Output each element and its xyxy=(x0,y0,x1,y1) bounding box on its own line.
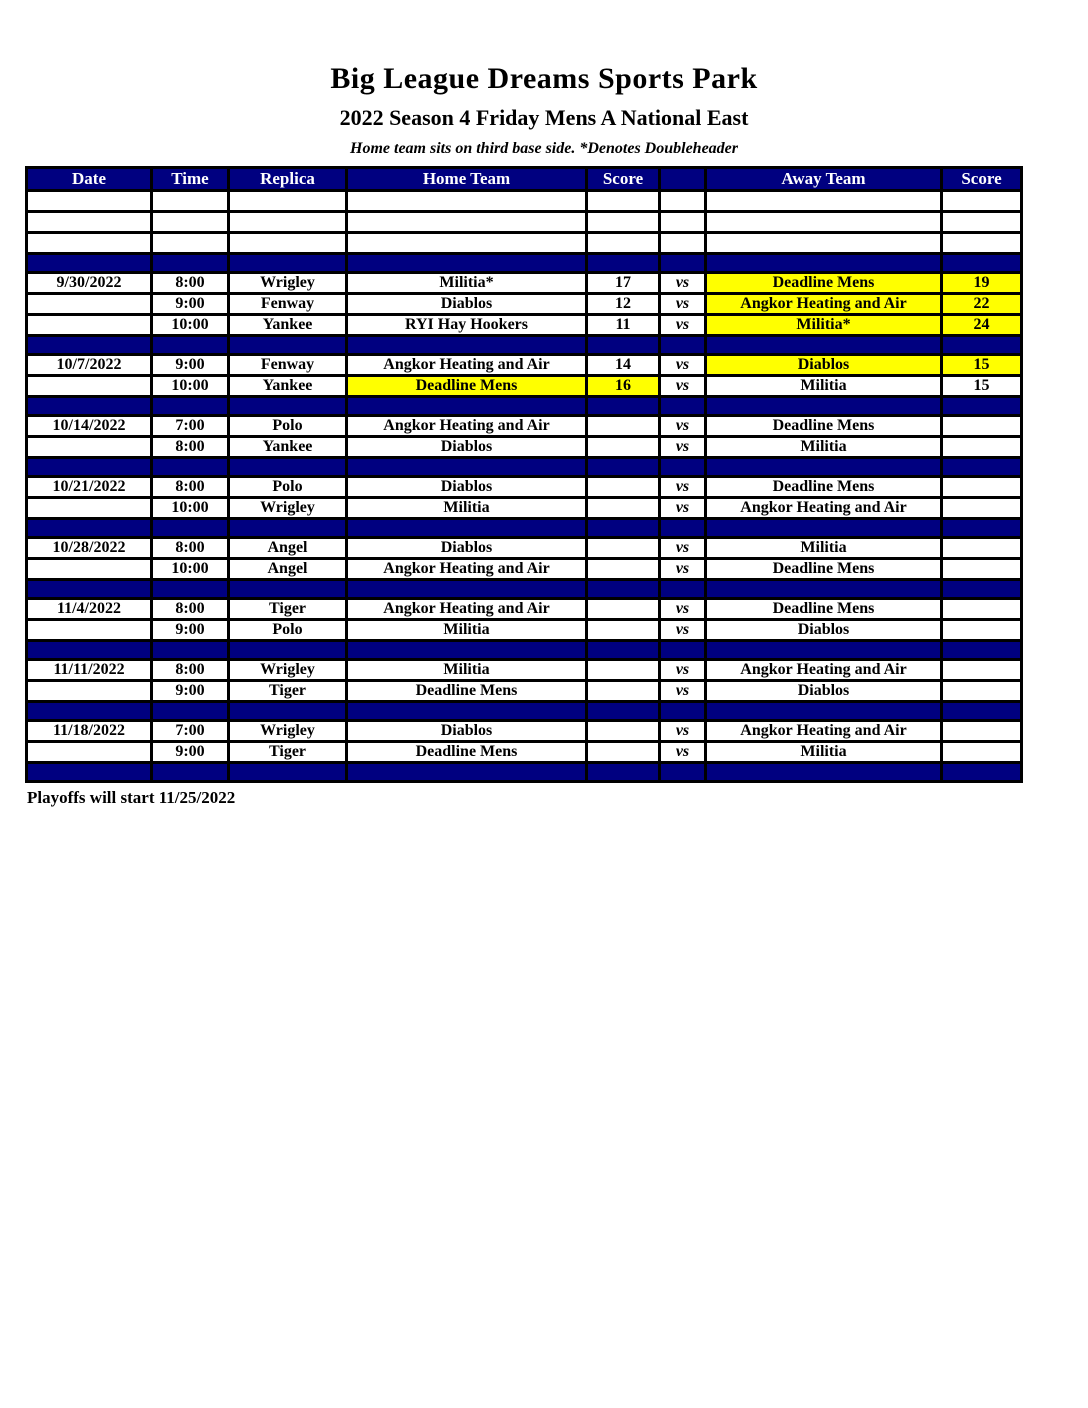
vs-cell: vs xyxy=(660,681,706,702)
vs-cell xyxy=(660,254,706,273)
home-team-cell: Militia xyxy=(347,660,587,681)
home-team-cell xyxy=(347,580,587,599)
vs-cell xyxy=(660,336,706,355)
away-team-cell xyxy=(706,580,942,599)
away-score-cell xyxy=(942,212,1022,233)
separator-row xyxy=(27,519,1022,538)
home-score-cell xyxy=(587,498,660,519)
home-team-cell xyxy=(347,641,587,660)
time-cell xyxy=(152,641,229,660)
home-score-cell xyxy=(587,254,660,273)
home-score-cell xyxy=(587,519,660,538)
home-team-cell xyxy=(347,191,587,212)
vs-cell: vs xyxy=(660,538,706,559)
vs-cell: vs xyxy=(660,498,706,519)
home-score-cell xyxy=(587,191,660,212)
page-note: Home team sits on third base side. *Denotes Doubleheader xyxy=(350,140,738,157)
home-team-cell xyxy=(347,763,587,782)
header-cell: Time xyxy=(152,168,229,191)
replica-cell: Angel xyxy=(229,559,347,580)
game-row xyxy=(27,498,1022,519)
home-score-cell: 11 xyxy=(587,315,660,336)
home-score-cell xyxy=(587,559,660,580)
date-cell: 10/7/2022 xyxy=(27,355,152,376)
away-team-cell xyxy=(706,191,942,212)
home-score-cell xyxy=(587,212,660,233)
away-score-cell: 15 xyxy=(942,376,1022,397)
replica-cell: Yankee xyxy=(229,315,347,336)
away-team-cell: Deadline Mens xyxy=(706,559,942,580)
game-row xyxy=(27,681,1022,702)
replica-cell: Fenway xyxy=(229,294,347,315)
replica-cell xyxy=(229,336,347,355)
separator-row xyxy=(27,397,1022,416)
replica-cell xyxy=(229,702,347,721)
home-score-cell xyxy=(587,437,660,458)
home-score-cell xyxy=(587,458,660,477)
date-cell xyxy=(27,212,152,233)
home-team-cell: Angkor Heating and Air xyxy=(347,599,587,620)
replica-cell: Angel xyxy=(229,538,347,559)
home-team-cell xyxy=(347,254,587,273)
schedule-table xyxy=(25,166,1023,783)
home-score-cell xyxy=(587,660,660,681)
replica-cell: Fenway xyxy=(229,355,347,376)
date-cell: 9/30/2022 xyxy=(27,273,152,294)
date-cell xyxy=(27,376,152,397)
away-team-cell: Angkor Heating and Air xyxy=(706,660,942,681)
away-score-cell: 22 xyxy=(942,294,1022,315)
home-team-cell xyxy=(347,702,587,721)
game-row xyxy=(27,273,1022,294)
game-row xyxy=(27,315,1022,336)
replica-cell: Wrigley xyxy=(229,660,347,681)
away-score-cell xyxy=(942,191,1022,212)
separator-row xyxy=(27,458,1022,477)
date-cell: 11/18/2022 xyxy=(27,721,152,742)
header-cell xyxy=(660,168,706,191)
replica-cell: Yankee xyxy=(229,437,347,458)
home-score-cell: 16 xyxy=(587,376,660,397)
header-cell: Date xyxy=(27,168,152,191)
separator-row xyxy=(27,580,1022,599)
home-team-cell: Deadline Mens xyxy=(347,681,587,702)
home-team-cell: Angkor Heating and Air xyxy=(347,559,587,580)
home-team-cell: Angkor Heating and Air xyxy=(347,355,587,376)
vs-cell: vs xyxy=(660,477,706,498)
replica-cell: Tiger xyxy=(229,681,347,702)
date-cell xyxy=(27,702,152,721)
away-team-cell: Militia xyxy=(706,376,942,397)
away-team-cell: Militia xyxy=(706,742,942,763)
away-score-cell xyxy=(942,681,1022,702)
replica-cell: Wrigley xyxy=(229,273,347,294)
away-team-cell: Militia xyxy=(706,437,942,458)
replica-cell xyxy=(229,641,347,660)
home-score-cell: 14 xyxy=(587,355,660,376)
date-cell: 11/4/2022 xyxy=(27,599,152,620)
replica-cell: Polo xyxy=(229,620,347,641)
home-score-cell xyxy=(587,742,660,763)
date-cell xyxy=(27,437,152,458)
game-row xyxy=(27,660,1022,681)
page-subtitle: 2022 Season 4 Friday Mens A National East xyxy=(339,105,749,130)
date-cell xyxy=(27,559,152,580)
away-team-cell: Militia* xyxy=(706,315,942,336)
away-team-cell: Diablos xyxy=(706,355,942,376)
away-score-cell xyxy=(942,437,1022,458)
vs-cell xyxy=(660,212,706,233)
home-score-cell xyxy=(587,397,660,416)
away-score-cell xyxy=(942,559,1022,580)
vs-cell: vs xyxy=(660,355,706,376)
date-cell: 10/21/2022 xyxy=(27,477,152,498)
away-team-cell xyxy=(706,458,942,477)
game-row xyxy=(27,294,1022,315)
away-score-cell xyxy=(942,458,1022,477)
home-team-cell: Angkor Heating and Air xyxy=(347,416,587,437)
away-team-cell: Diablos xyxy=(706,620,942,641)
game-row xyxy=(27,538,1022,559)
home-score-cell xyxy=(587,599,660,620)
replica-cell: Wrigley xyxy=(229,498,347,519)
game-row xyxy=(27,437,1022,458)
replica-cell xyxy=(229,580,347,599)
home-score-cell xyxy=(587,580,660,599)
vs-cell xyxy=(660,641,706,660)
home-team-cell xyxy=(347,519,587,538)
vs-cell xyxy=(660,458,706,477)
away-team-cell xyxy=(706,254,942,273)
game-row xyxy=(27,559,1022,580)
away-score-cell xyxy=(942,397,1022,416)
home-team-cell: RYI Hay Hookers xyxy=(347,315,587,336)
separator-row xyxy=(27,336,1022,355)
vs-cell xyxy=(660,519,706,538)
date-cell xyxy=(27,294,152,315)
vs-cell xyxy=(660,397,706,416)
away-team-cell: Deadline Mens xyxy=(706,599,942,620)
away-score-cell xyxy=(942,336,1022,355)
date-cell xyxy=(27,580,152,599)
time-cell: 9:00 xyxy=(152,742,229,763)
vs-cell: vs xyxy=(660,721,706,742)
time-cell: 8:00 xyxy=(152,599,229,620)
away-team-cell: Angkor Heating and Air xyxy=(706,498,942,519)
away-team-cell: Angkor Heating and Air xyxy=(706,721,942,742)
time-cell xyxy=(152,397,229,416)
game-row xyxy=(27,620,1022,641)
vs-cell: vs xyxy=(660,376,706,397)
away-score-cell: 24 xyxy=(942,315,1022,336)
vs-cell xyxy=(660,580,706,599)
time-cell xyxy=(152,233,229,254)
replica-cell xyxy=(229,458,347,477)
vs-cell: vs xyxy=(660,620,706,641)
header-cell: Score xyxy=(942,168,1022,191)
date-cell xyxy=(27,681,152,702)
home-team-cell xyxy=(347,458,587,477)
game-row xyxy=(27,721,1022,742)
date-cell xyxy=(27,397,152,416)
away-score-cell xyxy=(942,620,1022,641)
home-score-cell: 17 xyxy=(587,273,660,294)
home-score-cell xyxy=(587,336,660,355)
home-team-cell xyxy=(347,212,587,233)
empty-row xyxy=(27,191,1022,212)
home-team-cell: Deadline Mens xyxy=(347,742,587,763)
home-team-cell: Diablos xyxy=(347,477,587,498)
vs-cell: vs xyxy=(660,660,706,681)
replica-cell xyxy=(229,212,347,233)
time-cell xyxy=(152,702,229,721)
date-cell xyxy=(27,191,152,212)
replica-cell: Polo xyxy=(229,416,347,437)
away-score-cell xyxy=(942,660,1022,681)
away-score-cell xyxy=(942,763,1022,782)
home-team-cell: Diablos xyxy=(347,538,587,559)
home-team-cell: Militia xyxy=(347,620,587,641)
away-score-cell xyxy=(942,498,1022,519)
replica-cell xyxy=(229,254,347,273)
home-score-cell xyxy=(587,477,660,498)
away-score-cell xyxy=(942,233,1022,254)
replica-cell: Tiger xyxy=(229,599,347,620)
time-cell: 9:00 xyxy=(152,355,229,376)
separator-row xyxy=(27,254,1022,273)
time-cell: 10:00 xyxy=(152,315,229,336)
header-cell: Away Team xyxy=(706,168,942,191)
away-team-cell xyxy=(706,763,942,782)
home-score-cell xyxy=(587,641,660,660)
home-score-cell xyxy=(587,416,660,437)
vs-cell xyxy=(660,763,706,782)
time-cell xyxy=(152,212,229,233)
empty-row xyxy=(27,233,1022,254)
replica-cell xyxy=(229,519,347,538)
game-row xyxy=(27,416,1022,437)
date-cell: 11/11/2022 xyxy=(27,660,152,681)
vs-cell: vs xyxy=(660,599,706,620)
date-cell xyxy=(27,519,152,538)
date-cell xyxy=(27,763,152,782)
date-cell xyxy=(27,458,152,477)
vs-cell: vs xyxy=(660,437,706,458)
away-team-cell: Diablos xyxy=(706,681,942,702)
away-score-cell: 15 xyxy=(942,355,1022,376)
away-score-cell xyxy=(942,702,1022,721)
away-team-cell xyxy=(706,212,942,233)
date-cell xyxy=(27,742,152,763)
time-cell: 7:00 xyxy=(152,721,229,742)
time-cell xyxy=(152,580,229,599)
away-score-cell: 19 xyxy=(942,273,1022,294)
time-cell: 9:00 xyxy=(152,620,229,641)
away-team-cell xyxy=(706,702,942,721)
game-row xyxy=(27,477,1022,498)
vs-cell: vs xyxy=(660,742,706,763)
time-cell: 8:00 xyxy=(152,660,229,681)
separator-row xyxy=(27,641,1022,660)
replica-cell: Wrigley xyxy=(229,721,347,742)
time-cell: 8:00 xyxy=(152,477,229,498)
away-team-cell: Angkor Heating and Air xyxy=(706,294,942,315)
time-cell xyxy=(152,763,229,782)
time-cell xyxy=(152,191,229,212)
header-cell: Home Team xyxy=(347,168,587,191)
date-cell xyxy=(27,620,152,641)
away-team-cell: Deadline Mens xyxy=(706,416,942,437)
home-team-cell: Deadline Mens xyxy=(347,376,587,397)
vs-cell: vs xyxy=(660,559,706,580)
separator-row xyxy=(27,702,1022,721)
home-score-cell xyxy=(587,721,660,742)
time-cell xyxy=(152,458,229,477)
home-score-cell xyxy=(587,681,660,702)
home-team-cell: Militia* xyxy=(347,273,587,294)
away-score-cell xyxy=(942,599,1022,620)
replica-cell xyxy=(229,397,347,416)
replica-cell xyxy=(229,763,347,782)
home-team-cell xyxy=(347,397,587,416)
home-score-cell xyxy=(587,702,660,721)
time-cell: 10:00 xyxy=(152,498,229,519)
game-row xyxy=(27,599,1022,620)
date-cell xyxy=(27,336,152,355)
home-score-cell xyxy=(587,233,660,254)
replica-cell xyxy=(229,191,347,212)
away-score-cell xyxy=(942,641,1022,660)
away-score-cell xyxy=(942,477,1022,498)
away-score-cell xyxy=(942,580,1022,599)
time-cell: 7:00 xyxy=(152,416,229,437)
header-cell: Replica xyxy=(229,168,347,191)
vs-cell xyxy=(660,702,706,721)
vs-cell: vs xyxy=(660,294,706,315)
time-cell: 8:00 xyxy=(152,538,229,559)
away-team-cell xyxy=(706,336,942,355)
date-cell xyxy=(27,641,152,660)
time-cell xyxy=(152,336,229,355)
vs-cell: vs xyxy=(660,273,706,294)
time-cell: 9:00 xyxy=(152,294,229,315)
replica-cell: Tiger xyxy=(229,742,347,763)
time-cell: 9:00 xyxy=(152,681,229,702)
time-cell: 10:00 xyxy=(152,559,229,580)
vs-cell: vs xyxy=(660,315,706,336)
date-cell xyxy=(27,315,152,336)
away-score-cell xyxy=(942,538,1022,559)
time-cell: 10:00 xyxy=(152,376,229,397)
playoffs-note: Playoffs will start 11/25/2022 xyxy=(27,788,236,807)
home-team-cell: Diablos xyxy=(347,437,587,458)
home-score-cell: 12 xyxy=(587,294,660,315)
date-cell: 10/14/2022 xyxy=(27,416,152,437)
away-score-cell xyxy=(942,742,1022,763)
away-score-cell xyxy=(942,254,1022,273)
home-team-cell xyxy=(347,336,587,355)
empty-row xyxy=(27,212,1022,233)
vs-cell: vs xyxy=(660,416,706,437)
game-row xyxy=(27,376,1022,397)
away-team-cell xyxy=(706,519,942,538)
schedule-body xyxy=(27,191,1022,782)
replica-cell: Polo xyxy=(229,477,347,498)
date-cell xyxy=(27,233,152,254)
home-score-cell xyxy=(587,763,660,782)
table-header-row xyxy=(27,168,1022,191)
away-score-cell xyxy=(942,519,1022,538)
game-row xyxy=(27,742,1022,763)
separator-row xyxy=(27,763,1022,782)
home-score-cell xyxy=(587,620,660,641)
away-team-cell xyxy=(706,233,942,254)
away-team-cell: Deadline Mens xyxy=(706,273,942,294)
time-cell: 8:00 xyxy=(152,273,229,294)
away-score-cell xyxy=(942,416,1022,437)
home-team-cell: Diablos xyxy=(347,294,587,315)
date-cell: 10/28/2022 xyxy=(27,538,152,559)
time-cell xyxy=(152,519,229,538)
away-team-cell: Militia xyxy=(706,538,942,559)
date-cell xyxy=(27,498,152,519)
replica-cell: Yankee xyxy=(229,376,347,397)
date-cell xyxy=(27,254,152,273)
replica-cell xyxy=(229,233,347,254)
away-team-cell xyxy=(706,641,942,660)
away-score-cell xyxy=(942,721,1022,742)
home-team-cell xyxy=(347,233,587,254)
header-cell: Score xyxy=(587,168,660,191)
home-team-cell: Militia xyxy=(347,498,587,519)
away-team-cell: Deadline Mens xyxy=(706,477,942,498)
time-cell xyxy=(152,254,229,273)
home-team-cell: Diablos xyxy=(347,721,587,742)
vs-cell xyxy=(660,191,706,212)
away-team-cell xyxy=(706,397,942,416)
home-score-cell xyxy=(587,538,660,559)
game-row xyxy=(27,355,1022,376)
vs-cell xyxy=(660,233,706,254)
time-cell: 8:00 xyxy=(152,437,229,458)
page-title: Big League Dreams Sports Park xyxy=(330,62,758,95)
